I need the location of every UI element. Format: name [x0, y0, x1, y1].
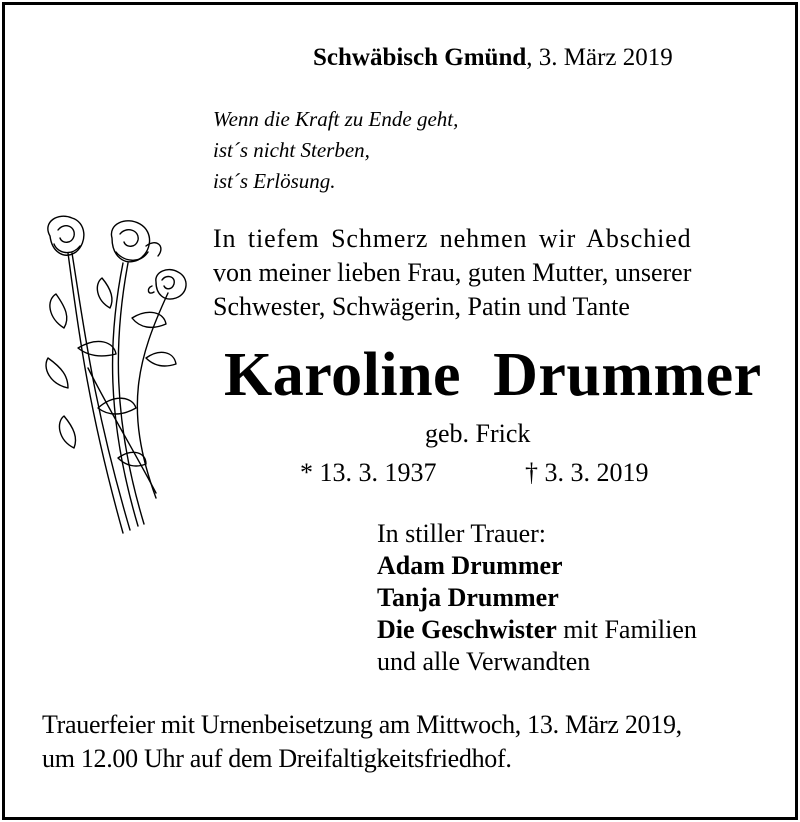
- farewell-line: von meiner lieben Frau, guten Mutter, unserer: [213, 258, 692, 287]
- farewell-line: In tiefem Schmerz nehmen wir Abschied: [213, 224, 692, 253]
- maiden-name: geb. Frick: [425, 419, 531, 448]
- mourners-siblings: Die Geschwister mit Familien: [377, 615, 697, 644]
- funeral-info: [42, 708, 682, 776]
- roses-bouquet-icon: [28, 208, 198, 538]
- funeral-line: Trauerfeier mit Urnenbeisetzung am Mittwoch, 13. März 2019,: [42, 710, 682, 739]
- farewell-text: [213, 222, 692, 324]
- mourner-name: Tanja Drummer: [377, 583, 559, 612]
- farewell-line: Schwester, Schwägerin, Patin und Tante: [213, 292, 630, 321]
- city-name: Schwäbisch Gmünd: [313, 44, 527, 71]
- birth-date: * 13. 3. 1937: [300, 458, 437, 487]
- mourner-name: Adam Drummer: [377, 551, 563, 580]
- funeral-line: um 12.00 Uhr auf dem Dreifaltigkeitsfriedhof.: [42, 744, 512, 773]
- deceased-name: Karoline Drummer: [224, 341, 762, 409]
- motto-line: ist´s Erlösung.: [213, 169, 336, 193]
- mourners-block: [377, 518, 697, 678]
- motto-line: Wenn die Kraft zu Ende geht,: [213, 107, 459, 131]
- motto-line: ist´s nicht Sterben,: [213, 138, 370, 162]
- mourners-heading: In stiller Trauer:: [377, 519, 546, 548]
- motto-verse: [213, 104, 458, 197]
- place-date-line: [313, 44, 673, 72]
- notice-date: , 3. März 2019: [526, 44, 673, 71]
- mourners-relatives: und alle Verwandten: [377, 647, 591, 676]
- death-date: † 3. 3. 2019: [525, 458, 649, 487]
